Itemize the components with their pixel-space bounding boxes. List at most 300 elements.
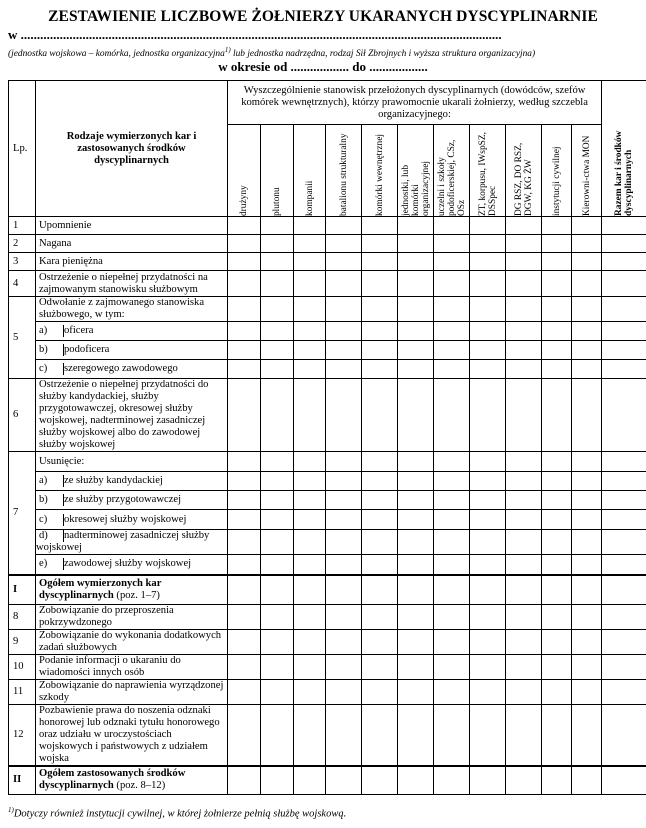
data-cell[interactable]: [506, 530, 542, 555]
table-row: [9, 555, 646, 575]
data-cell[interactable]: [228, 510, 261, 530]
data-cell[interactable]: [228, 253, 261, 271]
data-cell[interactable]: [470, 655, 506, 680]
row-label: [36, 655, 228, 680]
data-cell[interactable]: [506, 235, 542, 253]
data-cell[interactable]: [434, 605, 470, 630]
data-cell[interactable]: [602, 705, 646, 767]
data-cell[interactable]: [470, 705, 506, 767]
data-cell[interactable]: [362, 575, 398, 605]
data-cell[interactable]: [362, 360, 398, 379]
data-cell[interactable]: [294, 452, 326, 472]
column-header-5: [398, 125, 434, 217]
data-cell[interactable]: [506, 360, 542, 379]
data-cell[interactable]: [434, 491, 470, 510]
data-cell[interactable]: [602, 530, 646, 555]
data-cell[interactable]: [261, 510, 294, 530]
data-cell[interactable]: [261, 630, 294, 655]
data-cell[interactable]: [326, 253, 362, 271]
data-cell[interactable]: [294, 472, 326, 491]
data-cell[interactable]: [294, 680, 326, 705]
data-cell[interactable]: [228, 322, 261, 341]
unit-line: [8, 27, 502, 43]
data-cell[interactable]: [470, 253, 506, 271]
data-cell[interactable]: [228, 530, 261, 555]
data-cell[interactable]: [398, 341, 434, 360]
data-cell[interactable]: [470, 379, 506, 452]
table-row: [9, 630, 646, 655]
data-cell[interactable]: [228, 705, 261, 767]
data-cell[interactable]: [326, 360, 362, 379]
data-cell[interactable]: [572, 452, 602, 472]
data-cell[interactable]: [326, 472, 362, 491]
data-cell[interactable]: [362, 630, 398, 655]
data-cell[interactable]: [398, 705, 434, 767]
data-cell[interactable]: [294, 341, 326, 360]
data-cell[interactable]: [434, 705, 470, 767]
data-cell[interactable]: [398, 472, 434, 491]
data-cell[interactable]: [228, 217, 261, 235]
data-cell[interactable]: [506, 491, 542, 510]
data-cell[interactable]: [228, 766, 261, 794]
data-cell[interactable]: [261, 341, 294, 360]
data-cell[interactable]: [261, 555, 294, 575]
data-cell[interactable]: [362, 235, 398, 253]
data-cell[interactable]: [434, 379, 470, 452]
data-cell[interactable]: [506, 379, 542, 452]
data-cell[interactable]: [398, 530, 434, 555]
data-cell[interactable]: [506, 630, 542, 655]
data-cell[interactable]: [506, 253, 542, 271]
data-cell[interactable]: [572, 630, 602, 655]
data-cell[interactable]: [326, 235, 362, 253]
data-cell[interactable]: [542, 530, 572, 555]
data-cell[interactable]: [294, 491, 326, 510]
data-cell[interactable]: [362, 705, 398, 767]
data-cell[interactable]: [470, 510, 506, 530]
column-header-4: [362, 125, 398, 217]
data-cell[interactable]: [572, 530, 602, 555]
data-cell[interactable]: [572, 680, 602, 705]
data-cell[interactable]: [294, 630, 326, 655]
data-cell[interactable]: [542, 452, 572, 472]
data-cell[interactable]: [572, 472, 602, 491]
data-cell[interactable]: [294, 271, 326, 297]
data-cell[interactable]: [542, 322, 572, 341]
data-cell[interactable]: [572, 360, 602, 379]
data-cell[interactable]: [398, 510, 434, 530]
data-cell[interactable]: [398, 217, 434, 235]
data-cell[interactable]: [506, 452, 542, 472]
data-cell[interactable]: [362, 530, 398, 555]
data-cell[interactable]: [326, 605, 362, 630]
data-cell[interactable]: [470, 452, 506, 472]
row-number: I: [9, 575, 36, 605]
data-cell[interactable]: [228, 555, 261, 575]
data-cell[interactable]: [398, 379, 434, 452]
data-cell[interactable]: [602, 491, 646, 510]
data-cell[interactable]: [602, 630, 646, 655]
data-cell[interactable]: [326, 575, 362, 605]
data-cell[interactable]: [470, 630, 506, 655]
data-cell[interactable]: [572, 491, 602, 510]
footnote: [8, 806, 346, 820]
data-cell[interactable]: [542, 605, 572, 630]
data-cell[interactable]: [362, 253, 398, 271]
data-cell[interactable]: [326, 271, 362, 297]
data-cell[interactable]: [434, 530, 470, 555]
data-cell[interactable]: [470, 680, 506, 705]
data-cell[interactable]: [261, 655, 294, 680]
data-cell[interactable]: [398, 491, 434, 510]
data-cell[interactable]: [470, 575, 506, 605]
data-cell[interactable]: [602, 472, 646, 491]
data-cell[interactable]: [434, 271, 470, 297]
data-cell[interactable]: [261, 217, 294, 235]
data-cell[interactable]: [470, 360, 506, 379]
footnote-text: Dotyczy również instytucji cywilnej, w której żołnierze pełnią służbę wojskową.: [13, 808, 347, 820]
data-cell[interactable]: [602, 605, 646, 630]
data-cell[interactable]: [261, 360, 294, 379]
data-cell[interactable]: [228, 452, 261, 472]
data-cell[interactable]: [470, 297, 506, 322]
data-cell[interactable]: [572, 605, 602, 630]
data-cell[interactable]: [572, 217, 602, 235]
data-cell[interactable]: [398, 630, 434, 655]
data-cell[interactable]: [572, 379, 602, 452]
data-cell[interactable]: [506, 680, 542, 705]
data-cell[interactable]: [434, 630, 470, 655]
data-cell[interactable]: [434, 235, 470, 253]
data-cell[interactable]: [506, 217, 542, 235]
data-cell[interactable]: [228, 271, 261, 297]
data-cell[interactable]: [228, 575, 261, 605]
data-cell[interactable]: [326, 297, 362, 322]
data-cell[interactable]: [294, 766, 326, 794]
data-cell[interactable]: [326, 491, 362, 510]
data-cell[interactable]: [506, 322, 542, 341]
data-cell[interactable]: [506, 341, 542, 360]
data-cell[interactable]: [572, 705, 602, 767]
data-cell[interactable]: [602, 575, 646, 605]
label-text: Usunięcie:: [39, 455, 85, 467]
table-row: [9, 530, 646, 555]
data-cell[interactable]: [542, 705, 572, 767]
data-cell[interactable]: [362, 452, 398, 472]
period-line[interactable]: w okresie od .................. do ..................: [218, 59, 428, 74]
data-cell[interactable]: [542, 341, 572, 360]
data-cell[interactable]: [228, 491, 261, 510]
data-cell[interactable]: [506, 605, 542, 630]
data-cell[interactable]: [434, 253, 470, 271]
data-cell[interactable]: [434, 655, 470, 680]
data-cell[interactable]: [326, 680, 362, 705]
data-cell[interactable]: [228, 680, 261, 705]
data-cell[interactable]: [506, 271, 542, 297]
data-cell[interactable]: [261, 452, 294, 472]
column-header-7: [470, 125, 506, 217]
data-cell[interactable]: [228, 341, 261, 360]
data-cell[interactable]: [398, 555, 434, 575]
data-cell[interactable]: [506, 705, 542, 767]
data-cell[interactable]: [470, 555, 506, 575]
data-cell[interactable]: [261, 766, 294, 794]
data-cell[interactable]: [326, 510, 362, 530]
data-cell[interactable]: [542, 766, 572, 794]
column-label-2: kompanii: [304, 180, 315, 216]
data-cell[interactable]: [470, 766, 506, 794]
data-cell[interactable]: [228, 235, 261, 253]
data-cell[interactable]: [326, 555, 362, 575]
data-cell[interactable]: [602, 379, 646, 452]
data-cell[interactable]: [542, 360, 572, 379]
data-cell[interactable]: [470, 491, 506, 510]
data-cell[interactable]: [542, 235, 572, 253]
row-label: [36, 630, 228, 655]
data-cell[interactable]: [294, 705, 326, 767]
data-cell[interactable]: [434, 680, 470, 705]
data-cell[interactable]: [261, 297, 294, 322]
row-number: 11: [9, 680, 36, 705]
data-cell[interactable]: [602, 766, 646, 794]
data-cell[interactable]: [261, 235, 294, 253]
data-cell[interactable]: [542, 217, 572, 235]
data-cell[interactable]: [294, 655, 326, 680]
data-cell[interactable]: [261, 271, 294, 297]
table-row: [9, 271, 646, 297]
data-cell[interactable]: [228, 360, 261, 379]
data-cell[interactable]: [326, 217, 362, 235]
row-number: 9: [9, 630, 36, 655]
data-cell[interactable]: [542, 680, 572, 705]
label-text: Zobowiązanie do naprawienia wyrządzonej szkody: [39, 680, 224, 703]
data-cell[interactable]: [542, 555, 572, 575]
data-cell[interactable]: [602, 271, 646, 297]
sub-label: okresowej służby wojskowej: [64, 513, 187, 525]
data-cell[interactable]: [602, 341, 646, 360]
data-cell[interactable]: [294, 360, 326, 379]
data-cell[interactable]: [294, 322, 326, 341]
data-cell[interactable]: [326, 452, 362, 472]
data-cell[interactable]: [398, 680, 434, 705]
data-cell[interactable]: [602, 510, 646, 530]
data-cell[interactable]: [326, 705, 362, 767]
data-cell[interactable]: [362, 555, 398, 575]
data-cell[interactable]: [294, 530, 326, 555]
data-cell[interactable]: [261, 253, 294, 271]
data-cell[interactable]: [470, 605, 506, 630]
data-cell[interactable]: [326, 379, 362, 452]
data-cell[interactable]: [228, 379, 261, 452]
data-cell[interactable]: [228, 630, 261, 655]
data-cell[interactable]: [572, 555, 602, 575]
data-cell[interactable]: [434, 452, 470, 472]
data-cell[interactable]: [542, 253, 572, 271]
data-cell[interactable]: [602, 235, 646, 253]
data-cell[interactable]: [572, 766, 602, 794]
data-cell[interactable]: [434, 217, 470, 235]
data-cell[interactable]: [294, 253, 326, 271]
data-cell[interactable]: [398, 322, 434, 341]
data-cell[interactable]: [294, 605, 326, 630]
data-cell[interactable]: [261, 705, 294, 767]
data-cell[interactable]: [434, 341, 470, 360]
data-cell[interactable]: [572, 322, 602, 341]
data-cell[interactable]: [434, 472, 470, 491]
data-cell[interactable]: [294, 379, 326, 452]
data-cell[interactable]: [398, 766, 434, 794]
data-cell[interactable]: [602, 360, 646, 379]
data-cell[interactable]: [261, 530, 294, 555]
data-cell[interactable]: [294, 510, 326, 530]
data-cell[interactable]: [228, 297, 261, 322]
data-cell[interactable]: [542, 297, 572, 322]
unit-fill-dots[interactable]: ....................................................................................................................................................: [20, 27, 502, 42]
data-cell[interactable]: [572, 655, 602, 680]
data-cell[interactable]: [506, 510, 542, 530]
data-cell[interactable]: [294, 235, 326, 253]
data-cell[interactable]: [261, 472, 294, 491]
data-cell[interactable]: [434, 766, 470, 794]
data-cell[interactable]: [326, 341, 362, 360]
data-cell[interactable]: [362, 655, 398, 680]
data-cell[interactable]: [434, 297, 470, 322]
data-cell[interactable]: [362, 491, 398, 510]
label-text: Nagana: [39, 237, 72, 249]
data-cell[interactable]: [398, 575, 434, 605]
data-cell[interactable]: [470, 235, 506, 253]
data-cell[interactable]: [398, 235, 434, 253]
data-cell[interactable]: [398, 271, 434, 297]
data-cell[interactable]: [602, 452, 646, 472]
data-cell[interactable]: [362, 217, 398, 235]
data-cell[interactable]: [362, 680, 398, 705]
table-row: [9, 217, 646, 235]
data-cell[interactable]: [572, 253, 602, 271]
table-row: [9, 491, 646, 510]
data-cell[interactable]: [470, 472, 506, 491]
data-cell[interactable]: [542, 510, 572, 530]
data-cell[interactable]: [326, 655, 362, 680]
data-cell[interactable]: [228, 472, 261, 491]
data-cell[interactable]: [362, 766, 398, 794]
data-cell[interactable]: [434, 575, 470, 605]
data-cell[interactable]: [362, 510, 398, 530]
total-column-label: Razem kar i środków dyscyplinarnych: [614, 130, 635, 216]
data-cell[interactable]: [470, 341, 506, 360]
data-cell[interactable]: [542, 655, 572, 680]
data-cell[interactable]: [572, 271, 602, 297]
data-cell[interactable]: [542, 575, 572, 605]
data-cell[interactable]: [470, 271, 506, 297]
data-cell[interactable]: [542, 491, 572, 510]
data-cell[interactable]: [572, 235, 602, 253]
row-label: [36, 766, 228, 794]
data-cell[interactable]: [602, 555, 646, 575]
data-cell[interactable]: [572, 297, 602, 322]
data-cell[interactable]: [506, 575, 542, 605]
data-cell[interactable]: [362, 379, 398, 452]
data-cell[interactable]: [572, 341, 602, 360]
data-cell[interactable]: [506, 297, 542, 322]
data-cell[interactable]: [294, 555, 326, 575]
data-cell[interactable]: [228, 655, 261, 680]
data-cell[interactable]: [362, 341, 398, 360]
data-cell[interactable]: [542, 379, 572, 452]
w-label: w: [8, 27, 18, 42]
data-cell[interactable]: [398, 253, 434, 271]
data-cell[interactable]: [602, 253, 646, 271]
data-cell[interactable]: [542, 472, 572, 491]
data-cell[interactable]: [572, 575, 602, 605]
data-cell[interactable]: [326, 766, 362, 794]
data-cell[interactable]: [294, 575, 326, 605]
data-cell[interactable]: [362, 297, 398, 322]
data-cell[interactable]: [602, 322, 646, 341]
data-cell[interactable]: [294, 297, 326, 322]
caption-part1: (jednostka wojskowa – komórka, jednostka organizacyjna: [8, 49, 225, 60]
data-cell[interactable]: [398, 360, 434, 379]
table-row: [9, 575, 646, 605]
data-cell[interactable]: [506, 555, 542, 575]
data-cell[interactable]: [261, 680, 294, 705]
data-cell[interactable]: [470, 217, 506, 235]
data-cell[interactable]: [506, 472, 542, 491]
data-cell[interactable]: [294, 217, 326, 235]
data-cell[interactable]: [572, 510, 602, 530]
data-cell[interactable]: [362, 271, 398, 297]
data-cell[interactable]: [398, 452, 434, 472]
data-cell[interactable]: [326, 530, 362, 555]
data-cell[interactable]: [434, 322, 470, 341]
data-cell[interactable]: [228, 605, 261, 630]
data-cell[interactable]: [506, 766, 542, 794]
data-cell[interactable]: [261, 379, 294, 452]
data-cell[interactable]: [470, 530, 506, 555]
data-cell[interactable]: [398, 655, 434, 680]
data-cell[interactable]: [326, 322, 362, 341]
superiors-header: Wyszczególnienie stanowisk przełożonych dyscyplinarnych (dowódców, szefów komórek wewnętrznych), którzy prawomocnie ukarali żołnierzy, według szczebla organizacyjnego:: [228, 81, 602, 125]
data-cell[interactable]: [602, 217, 646, 235]
data-cell[interactable]: [261, 322, 294, 341]
data-cell[interactable]: [261, 605, 294, 630]
row-number: 12: [9, 705, 36, 767]
data-cell[interactable]: [542, 630, 572, 655]
data-cell[interactable]: [398, 297, 434, 322]
sub-label: nadterminowej zasadniczej służby wojskowej: [36, 530, 210, 553]
data-cell[interactable]: [261, 491, 294, 510]
data-cell[interactable]: [470, 322, 506, 341]
data-cell[interactable]: [362, 322, 398, 341]
data-cell[interactable]: [434, 555, 470, 575]
data-cell[interactable]: [434, 510, 470, 530]
row-label: [36, 510, 228, 530]
table-row: [9, 253, 646, 271]
data-cell[interactable]: [398, 605, 434, 630]
data-cell[interactable]: [434, 360, 470, 379]
data-cell[interactable]: [602, 680, 646, 705]
data-cell[interactable]: [506, 655, 542, 680]
data-cell[interactable]: [362, 605, 398, 630]
data-cell[interactable]: [261, 575, 294, 605]
data-cell[interactable]: [362, 472, 398, 491]
data-cell[interactable]: [542, 271, 572, 297]
data-cell[interactable]: [602, 655, 646, 680]
table-row: [9, 510, 646, 530]
data-cell[interactable]: [602, 297, 646, 322]
data-cell[interactable]: [326, 630, 362, 655]
caption-footnote-mark: 1): [224, 46, 231, 54]
